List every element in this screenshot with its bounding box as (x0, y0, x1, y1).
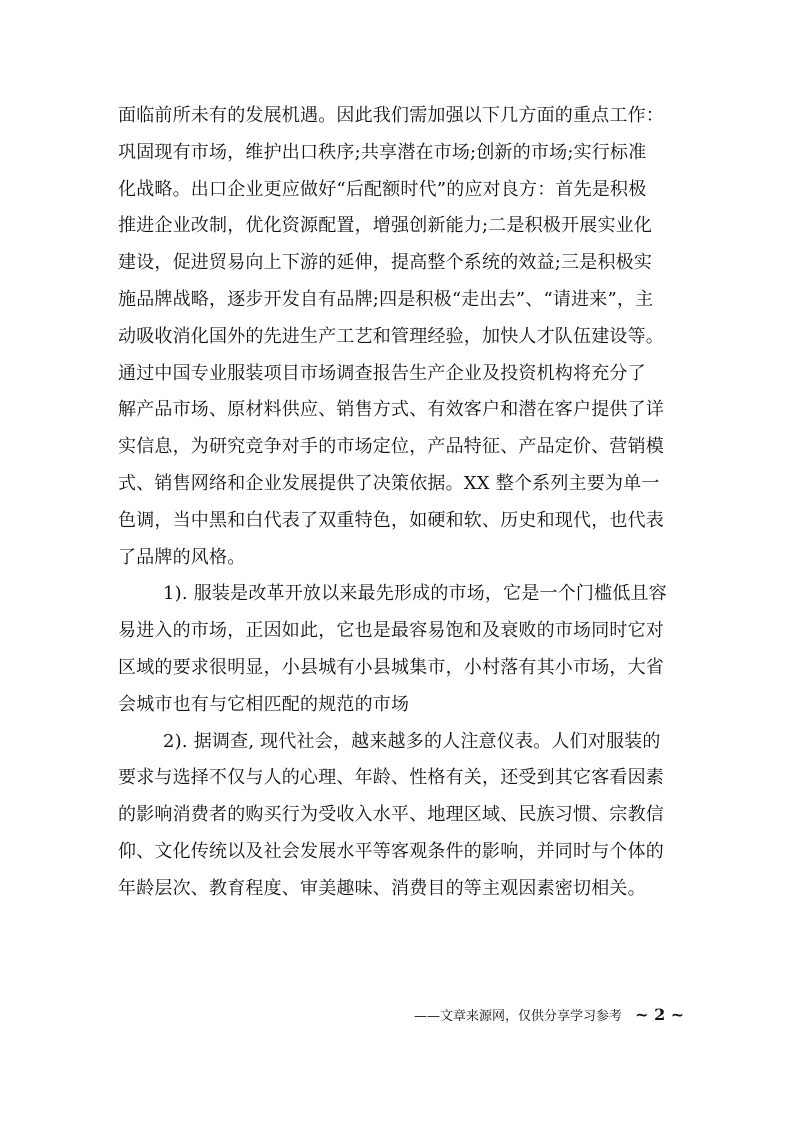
text-line: 巩固现有市场，维护出口秩序;共享潜在市场;创新的市场;实行标准 (118, 141, 647, 163)
text-line: 要求与选择不仅与人的心理、年龄、性格有关，还受到其它客看因素 (118, 767, 664, 789)
page-number: ~ 2 ~ (635, 1005, 685, 1024)
paragraph-1-start: 1). 服装是改革开放以来最先形成的市场，它是一个门槛低且容 (163, 583, 667, 605)
text-line: 通过中国专业服装项目市场调查报告生产企业及投资机构将充分了 (118, 362, 646, 384)
text-line: 色调，当中黑和白代表了双重特色，如硬和软、历史和现代，也代表 (118, 509, 664, 531)
text-line: 实信息，为研究竞争对手的市场定位，产品特征、产品定价、营销模 (118, 436, 664, 458)
text-line: 的影响消费者的购买行为受收入水平、地理区域、民族习惯、宗教信 (118, 804, 664, 826)
text-line: 施品牌战略，逐步开发自有品牌;四是积极“走出去”、“请进来”，主 (118, 288, 654, 310)
text-line: 年龄层次、教育程度、审美趣味、消费目的等主观因素密切相关。 (118, 877, 646, 899)
text-line: 式、销售网络和企业发展提供了决策依据。XX 整个系列主要为单一 (118, 472, 660, 494)
page-footer (414, 1004, 684, 1026)
document-body (118, 98, 688, 908)
text-line: 会城市也有与它相匹配的规范的市场 (118, 693, 410, 715)
text-line: 化战略。出口企业更应做好“后配额时代”的应对良方：首先是积极 (118, 178, 647, 200)
text-line: 了品牌的风格。 (118, 546, 246, 568)
text-line: 推进企业改制，优化资源配置，增强创新能力;二是积极开展实业化 (118, 215, 653, 237)
text-line: 建设，促进贸易向上下游的延伸，提高整个系统的效益;三是积极实 (118, 252, 653, 274)
text-line: 面临前所未有的发展机遇。因此我们需加强以下几方面的重点工作： (118, 105, 664, 126)
text-line: 区域的要求很明显，小县城有小县城集市，小村落有其小市场，大省 (118, 656, 664, 678)
footer-source-text: ——文章来源网，仅供分享学习参考 (414, 1009, 623, 1024)
text-line: 解产品市场、原材料供应、销售方式、有效客户和潜在客户提供了详 (118, 399, 664, 421)
text-line: 动吸收消化国外的先进生产工艺和管理经验，加快人才队伍建设等。 (118, 325, 664, 347)
paragraph-2-start: 2). 据调查, 现代社会，越来越多的人注意仪表。人们对服装的 (163, 730, 661, 752)
text-line: 易进入的市场，正因如此，它也是最容易饱和及衰败的市场同时它对 (118, 620, 664, 642)
text-line: 仰、文化传统以及社会发展水平等客观条件的影响，并同时与个体的 (118, 840, 664, 862)
